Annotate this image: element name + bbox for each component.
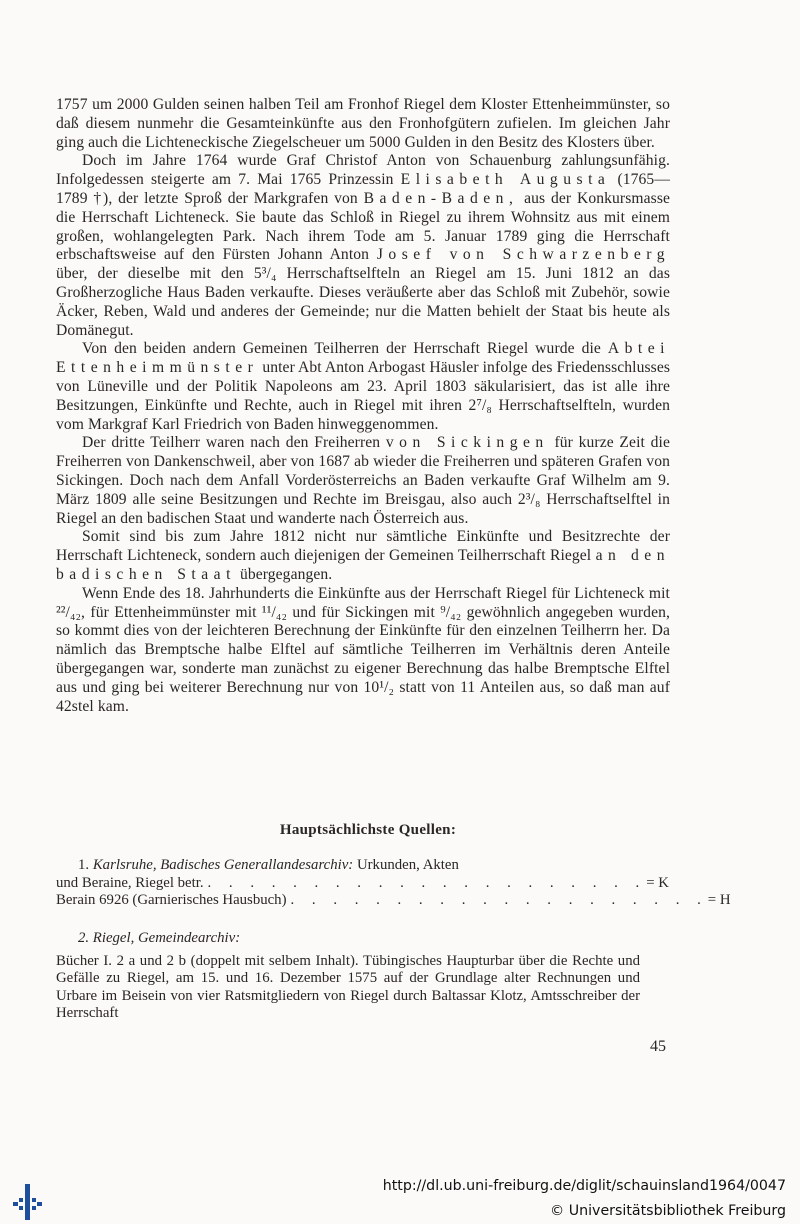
source-1-row-h-code: = H bbox=[707, 892, 731, 909]
body-text bbox=[56, 96, 670, 716]
sources-title: Hauptsächlichste Quellen: bbox=[279, 822, 457, 838]
paragraph-2-part-a: Doch im Jahre 1764 wurde Graf Christof Anton von Schauenburg zahlungsunfähig. Infolgedessen steigerte am 7. Mai 1765 Prinzessin bbox=[56, 152, 670, 189]
paragraph-5-part-b: übergegangen. bbox=[239, 565, 333, 583]
source-2-heading: 2. Riegel, Gemeindearchiv: bbox=[78, 929, 241, 946]
source-1-row-h bbox=[56, 892, 731, 909]
paragraph-5 bbox=[56, 528, 670, 584]
paragraph-2 bbox=[56, 152, 670, 340]
source-1-row-k-code: = K bbox=[646, 874, 669, 891]
paragraph-2-part-c: aus der Konkursmasse die Herrschaft Lichteneck. Sie baute das Schloß in Riegel zu ihrem Wohnsitz aus mit einem großen, wohlangelegten Park. Nach ihrem Tode am 5. Januar 1789 ging die Herrschaft erbschaftsweise auf den Fürsten Johann Anton bbox=[56, 189, 671, 264]
source-1-row-h-label: Berain 6926 (Garnierisches Hausbuch) bbox=[56, 892, 287, 909]
footer-copyright: © Universitätsbibliothek Freiburg bbox=[550, 1203, 786, 1219]
paragraph-4-part-a: Der dritte Teilherr waren nach den Freiherren bbox=[82, 434, 381, 452]
sources-section bbox=[56, 822, 731, 1023]
source-1-archive: Karlsruhe, Badisches Generallandesarchiv: bbox=[92, 857, 354, 874]
spaced-name-abtei: Abtei Ettenheimmünster bbox=[56, 340, 670, 377]
paragraph-2-part-d: über, der dieselbe mit den 5³/₄ Herrschaftselfteln an Riegel am 15. Juni 1812 an das Großherzogliche Haus Baden verkaufte. Dieses veräußerte aber das Schloß mit Zubehör, sowie Äcker, Reben, Wald und anderes der Gemeinde; nur die Matten behielt der Staat bis heute als Domänegut. bbox=[56, 265, 670, 339]
source-1-rest: Urkunden, Akten bbox=[356, 857, 459, 874]
paragraph-3-part-b: unter Abt Anton Arbogast Häusler infolge des Friedensschlusses von Lüneville und der Politik Napoleons am 23. April 1803 säkularisiert, das ist alle ihre Besitzungen, Einkünfte und Rechte, auch in Riegel mit ihren 2⁷/₈ Herrschaftselfteln, wurden vom Markgraf Karl Friedrich von Baden hinweggenommen. bbox=[56, 359, 671, 433]
paragraph-4 bbox=[56, 434, 670, 528]
spaced-name-schwarzenberg: Josef von Schwarzenberg bbox=[376, 246, 671, 264]
paragraph-3-part-a: Von den beiden andern Gemeinen Teilherren der Herrschaft Riegel wurde die bbox=[82, 340, 601, 358]
paragraph-2-part-b: (1765—1789 †), der letzte Sproß der Markgrafen von bbox=[56, 171, 671, 207]
leader-dots: . . . . . . . . . . . . . . . . . . . . bbox=[290, 892, 708, 909]
leader-dots: . . . . . . . . . . . . . . . . . . . . . bbox=[207, 874, 647, 891]
paragraph-3 bbox=[56, 340, 670, 434]
paragraph-6: Wenn Ende des 18. Jahrhunderts die Einkünfte aus der Herrschaft Riegel für Lichteneck mit ²²/₄₂, für Ettenheimmünster mit ¹¹/₄₂ und für Sickingen mit ⁹/₄₂ gewöhnlich angegeben wurden, so kommt dies von der leichteren Berechnung der Einkünfte für den einzelnen Teilherrn her. Da nämlich das Bremptsche halbe Elftel auf sämtliche Teilherren im Verhältnis deren Anteile übergegangen war, sonderte man zunächst zu eigener Berechnung das halbe Bremptsche Elftel aus und ging bei weiterer Berechnung nur von 10¹/₂ statt von 11 Anteilen aus, so daß man auf 42stel kam. bbox=[56, 584, 670, 715]
source-1-row-k-label: und Beraine, Riegel betr. bbox=[56, 874, 204, 891]
source-1-heading bbox=[56, 857, 640, 874]
spaced-name-sickingen: von Sickingen bbox=[385, 434, 549, 452]
spaced-name-baden-baden: Baden-Baden, bbox=[363, 189, 519, 207]
footer-url-link[interactable]: http://dl.ub.uni-freiburg.de/diglit/schauinsland1964/0047 bbox=[382, 1178, 786, 1194]
source-1-row-k bbox=[56, 874, 669, 892]
page-number: 45 bbox=[650, 1038, 666, 1055]
spaced-phrase-badischen-staat: an den badischen Staat bbox=[56, 547, 671, 583]
source-2-text: Bücher I. 2 a und 2 b (doppelt mit selbem Inhalt). Tübingisches Haupturbar über die Rechte und Gefälle zu Riegel, am 15. und 16. Dezember 1575 auf der Grundlage alter Rechnungen und Urbare im Beisein von vier Ratsmitgliedern von Riegel durch Baltassar Klotz, Amtsschreiber der Herrschaft bbox=[56, 953, 640, 1022]
paragraph-5-part-a: Somit sind bis zum Jahre 1812 nicht nur sämtliche Einkünfte und Besitzrechte der Herrschaft Lichteneck, sondern auch diejenigen der Gemeinen Teilherrschaft Riegel bbox=[56, 528, 670, 565]
paragraph-4-part-b: für kurze Zeit die Freiherren von Dankenschweil, aber von 1687 ab wieder die Freiherren und späteren Grafen von Sickingen. Doch nach dem Anfall Vorderösterreichs an Baden verkaufte Graf Wilhelm am 9. März 1809 alle seine Besitzungen und Rechte im Breisgau, also auch 2³/₈ Herrschaftselftel in Riegel an den badischen Staat und wanderte nach Österreich aus. bbox=[56, 434, 670, 527]
footer bbox=[0, 1168, 800, 1224]
source-1-number: 1. bbox=[78, 857, 90, 874]
spaced-name-elisabeth-augusta: Elisabeth Augusta bbox=[400, 171, 611, 189]
ub-freiburg-logo-icon bbox=[10, 1182, 44, 1222]
paragraph-1: 1757 um 2000 Gulden seinen halben Teil am Fronhof Riegel dem Kloster Ettenheimmünster, so daß diesem nunmehr die Gesamteinkünfte aus den Fronhofgütern zufielen. Im gleichen Jahr ging auch die Lichteneckische Ziegelscheuer um 5000 Gulden in den Besitz des Klosters über. bbox=[56, 96, 670, 151]
